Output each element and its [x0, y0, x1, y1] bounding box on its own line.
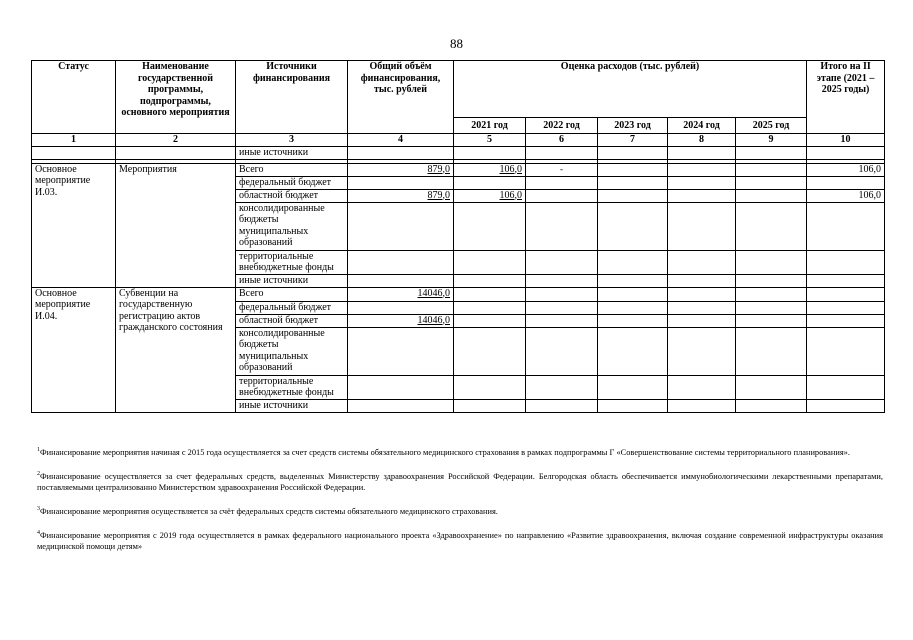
- footnote: $^4$Финансирование мероприятия с 2019 года осуществляется в рамках федерального национального проекта «Здравоохранение» по направлению «Развитие здравоохранения, включая создание современной инфраструктуры оказания медицинской помощи детям»: [37, 530, 883, 551]
- col-number: 5: [454, 134, 526, 147]
- header-year-2025: 2025 год: [736, 118, 807, 134]
- source-federal: федеральный бюджет: [236, 176, 348, 189]
- source-total: Всего: [236, 287, 348, 301]
- source-total: Всего: [236, 163, 348, 176]
- total-amount: 879,0: [348, 163, 454, 176]
- source-other: иные источники: [236, 147, 348, 160]
- source-territorial: территориальные внебюджетные фонды: [236, 375, 348, 399]
- regional-2021: 106,0: [454, 189, 526, 202]
- source-other: иные источники: [236, 274, 348, 287]
- source-regional: областной бюджет: [236, 314, 348, 327]
- col-number: 2: [116, 134, 236, 147]
- regional-stage-total: 106,0: [807, 189, 885, 202]
- col-number: 7: [598, 134, 668, 147]
- budget-table: [31, 60, 885, 413]
- col-number: 1: [32, 134, 116, 147]
- header-stage-total: Итого на II этапе (2021 – 2025 годы): [807, 61, 885, 134]
- header-year-2023: 2023 год: [598, 118, 668, 134]
- status-cell: Основное мероприятие И.04.: [32, 287, 116, 412]
- source-municipal: консолидированные бюджеты муниципальных образований: [236, 202, 348, 250]
- regional-amount: 14046,0: [348, 314, 454, 327]
- regional-amount: 879,0: [348, 189, 454, 202]
- header-sources: Источники финансирования: [236, 61, 348, 134]
- footnote: $^2$Финансирование осуществляется за счет федеральных средств, выделенных Министерству здравоохранения Российской Федерации. Белгородская область обеспечивается иммунобиологическими лекарственными препаратами, поставляемыми централизованно Министерством здравоохранения Российской Федерации.: [37, 471, 883, 492]
- footnote: $^1$Финансирование мероприятия начиная с 2015 года осуществляется за счет средств системы обязательного медицинского страхования в рамках подпрограммы Г «Совершенствование системы территориального планирования».: [37, 447, 850, 457]
- header-year-2024: 2024 год: [668, 118, 736, 134]
- program-name-cell: Мероприятия: [116, 163, 236, 287]
- stage-total: 106,0: [807, 163, 885, 176]
- header-year-2022: 2022 год: [526, 118, 598, 134]
- amount-2021: 106,0: [454, 163, 526, 176]
- source-municipal: консолидированные бюджеты муниципальных образований: [236, 327, 348, 375]
- footnotes: [37, 447, 883, 565]
- footnote: $^3$Финансирование мероприятия осуществляется за счёт федеральных средств системы обязательного медицинского страхования.: [37, 506, 498, 516]
- source-other: иные источники: [236, 399, 348, 412]
- col-number: 3: [236, 134, 348, 147]
- status-cell: Основное мероприятие И.03.: [32, 163, 116, 287]
- col-number: 8: [668, 134, 736, 147]
- header-year-2021: 2021 год: [454, 118, 526, 134]
- header-status: Статус: [32, 61, 116, 134]
- program-name-cell: Субвенции на государственную регистрацию актов гражданского состояния: [116, 287, 236, 412]
- col-number: 6: [526, 134, 598, 147]
- header-program-name: Наименование государственной программы, подпрограммы, основного мероприятия: [116, 61, 236, 134]
- amount-2022: -: [526, 163, 598, 176]
- source-territorial: территориальные внебюджетные фонды: [236, 250, 348, 274]
- page-number: 88: [450, 36, 463, 51]
- source-federal: федеральный бюджет: [236, 301, 348, 314]
- header-total-volume: Общий объём финансирования, тыс. рублей: [348, 61, 454, 134]
- col-number: 4: [348, 134, 454, 147]
- source-regional: областной бюджет: [236, 189, 348, 202]
- total-amount: 14046,0: [348, 287, 454, 301]
- col-number: 9: [736, 134, 807, 147]
- header-expense-estimate: Оценка расходов (тыс. рублей): [454, 61, 807, 118]
- col-number: 10: [807, 134, 885, 147]
